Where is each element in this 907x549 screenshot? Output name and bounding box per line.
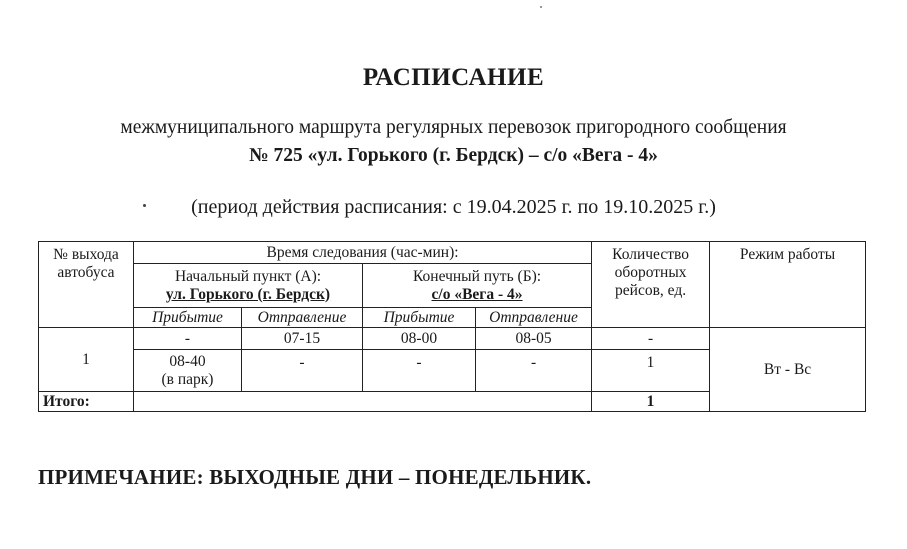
document-subtitle: межмуниципального маршрута регулярных перевозок пригородного сообщения (120, 117, 787, 138)
arrival-b-cell: - (363, 350, 476, 392)
header-start-point (134, 264, 363, 308)
end-point-name: с/о «Вега - 4» (431, 285, 523, 303)
arrival-b-cell: 08-00 (363, 328, 476, 350)
departure-a-cell: 07-15 (242, 328, 363, 350)
header-row-1 (39, 242, 866, 264)
total-empty-cell (134, 392, 592, 412)
arrival-time: 08-40 (169, 352, 206, 370)
departure-b-cell: 08-05 (476, 328, 592, 350)
header-departure-a: Отправление (242, 308, 363, 328)
trips-cell: - (592, 328, 710, 350)
schedule-table (38, 241, 866, 412)
arrival-a-cell (134, 350, 242, 392)
header-mode: Режим работы (710, 242, 866, 328)
validity-period: (период действия расписания: с 19.04.2025 г. по 19.10.2025 г.) (191, 196, 716, 218)
header-time-group: Время следования (час-мин): (134, 242, 592, 264)
header-trips: Количество оборотных рейсов, ед. (592, 242, 710, 328)
trips-cell: 1 (592, 350, 710, 392)
mode-cell: Вт - Вс (710, 328, 866, 412)
departure-a-cell: - (242, 350, 363, 392)
header-end-point (363, 264, 592, 308)
end-point-label: Конечный путь (Б): (412, 267, 542, 285)
total-trips: 1 (592, 392, 710, 412)
start-point-name: ул. Горького (г. Бердск) (165, 285, 331, 303)
arrival-a-cell: - (134, 328, 242, 350)
footer-note: ПРИМЕЧАНИЕ: ВЫХОДНЫЕ ДНИ – ПОНЕДЕЛЬНИК. (38, 465, 592, 489)
total-label: Итого: (39, 392, 134, 412)
header-departure-b: Отправление (476, 308, 592, 328)
departure-b-cell: - (476, 350, 592, 392)
exit-no-cell: 1 (39, 328, 134, 392)
header-exit-no: № выхода автобуса (39, 242, 134, 328)
document-title: РАСПИСАНИЕ (362, 64, 545, 91)
table-row (39, 328, 866, 350)
route-name: № 725 «ул. Горького (г. Бердск) – с/о «Вега - 4» (249, 145, 658, 166)
header-arrival-b: Прибытие (363, 308, 476, 328)
header-arrival-a: Прибытие (134, 308, 242, 328)
start-point-label: Начальный пункт (А): (174, 267, 322, 285)
scan-speck (540, 6, 542, 8)
arrival-note: (в парк) (161, 370, 214, 388)
